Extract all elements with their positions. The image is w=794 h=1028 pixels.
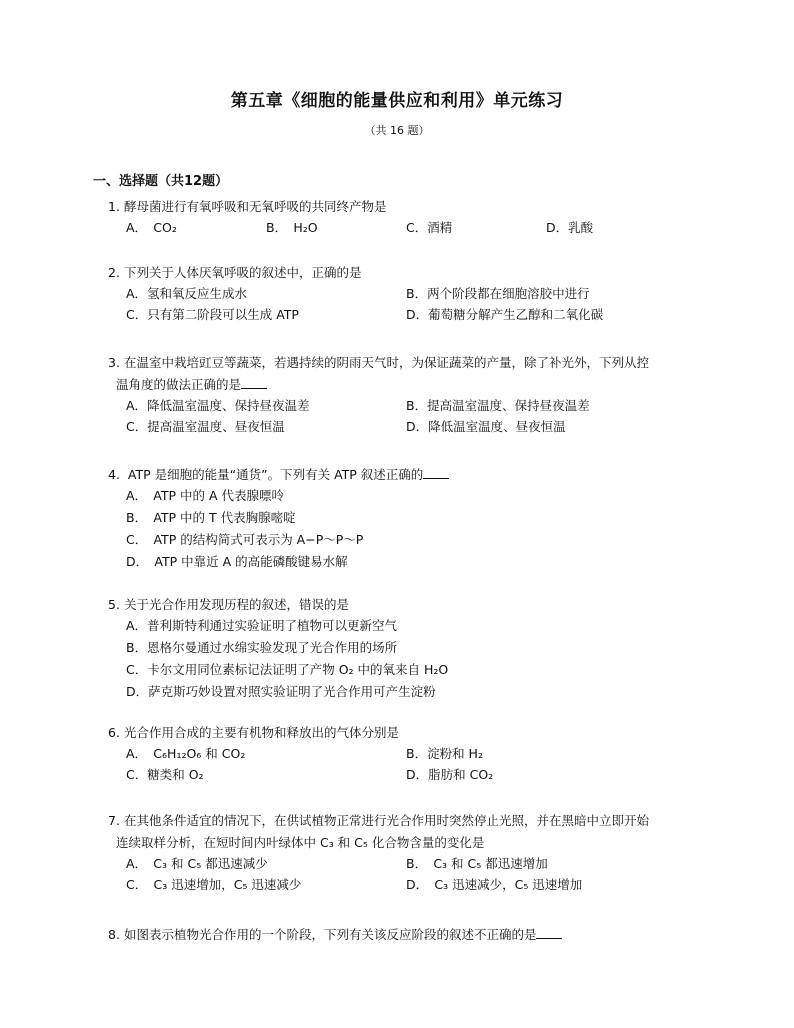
question-stem xyxy=(108,196,708,218)
option-d[interactable]: D．降低温室温度、昼夜恒温 xyxy=(406,419,566,434)
question-stem xyxy=(108,352,708,374)
question-number: 2. xyxy=(108,265,120,280)
answer-blank[interactable] xyxy=(241,376,267,389)
question-text: 在温室中栽培豇豆等蔬菜，若遇持续的阴雨天气时，为保证蔬菜的产量，除了补光外，下列从控 xyxy=(123,355,649,370)
option-b[interactable]: B．两个阶段都在细胞溶胶中进行 xyxy=(406,286,590,301)
question-stem-continued xyxy=(108,374,708,396)
option-c[interactable]: C． ATP 的结构简式可表示为 A−P～P～P xyxy=(126,532,364,547)
question-number: 8. xyxy=(108,927,120,942)
question-number: 7. xyxy=(108,813,120,828)
option-d[interactable]: D．脂肪和 CO₂ xyxy=(406,767,494,782)
question-4 xyxy=(108,464,708,574)
answer-blank[interactable] xyxy=(423,466,449,479)
question-stem xyxy=(108,594,708,616)
option-c[interactable]: C．糖类和 O₂ xyxy=(126,767,204,782)
option-c[interactable]: C．卡尔文用同位素标记法证明了产物 O₂ 中的氧来自 H₂O xyxy=(126,662,449,677)
option-d[interactable]: D．萨克斯巧妙设置对照实验证明了光合作用可产生淀粉 xyxy=(126,684,436,699)
option-b[interactable]: B． ATP 中的 T 代表胸腺嘧啶 xyxy=(126,510,296,525)
question-stem xyxy=(108,722,708,744)
question-stem xyxy=(108,464,708,486)
option-a[interactable]: A． ATP 中的 A 代表腺嘌呤 xyxy=(126,488,285,503)
question-text: 下列关于人体厌氧呼吸的叙述中，正确的是 xyxy=(123,265,362,280)
page-title: 第五章《细胞的能量供应和利用》单元练习 xyxy=(230,91,564,111)
question-text-continued: 连续取样分析，在短时间内叶绿体中 C₃ 和 C₅ 化合物含量的变化是 xyxy=(116,835,485,850)
question-text-continued: 温角度的做法正确的是 xyxy=(116,377,242,392)
option-row xyxy=(108,218,708,240)
question-text: 光合作用合成的主要有机物和释放出的气体分别是 xyxy=(123,725,399,740)
option-b[interactable]: B． C₃ 和 C₅ 都迅速增加 xyxy=(406,856,548,871)
question-stem-continued xyxy=(108,832,708,854)
question-number: 5. xyxy=(108,597,120,612)
option-b[interactable]: B． H₂O xyxy=(266,220,318,235)
option-a[interactable]: A． CO₂ xyxy=(126,220,177,235)
question-stem xyxy=(108,924,708,946)
question-text: 酵母菌进行有氧呼吸和无氧呼吸的共同终产物是 xyxy=(123,199,387,214)
answer-blank[interactable] xyxy=(536,926,562,939)
option-grid xyxy=(108,744,708,788)
question-number: 6. xyxy=(108,725,120,740)
question-stem xyxy=(108,810,708,832)
option-grid xyxy=(108,854,708,898)
option-a[interactable]: A．普利斯特利通过实验证明了植物可以更新空气 xyxy=(126,618,398,633)
section-heading: 一、选择题（共12题） xyxy=(93,174,229,189)
question-number: 3. xyxy=(108,355,120,370)
question-2 xyxy=(108,262,708,328)
page-subtitle: （共 16 题） xyxy=(364,124,430,137)
option-d[interactable]: D．葡萄糖分解产生乙醇和二氧化碳 xyxy=(406,307,604,322)
option-list xyxy=(108,486,708,574)
option-list xyxy=(108,616,708,704)
question-1 xyxy=(108,196,708,240)
question-8 xyxy=(108,924,708,946)
option-b[interactable]: B．提高温室温度、保持昼夜温差 xyxy=(406,398,590,413)
option-d[interactable]: D． C₃ 迅速减少，C₅ 迅速增加 xyxy=(406,877,583,892)
option-a[interactable]: A．氢和氧反应生成水 xyxy=(126,286,248,301)
question-6 xyxy=(108,722,708,788)
question-3 xyxy=(108,352,708,440)
question-text: 在其他条件适宜的情况下，在供试植物正常进行光合作用时突然停止光照，并在黑暗中立即开始 xyxy=(123,813,649,828)
option-grid xyxy=(108,396,708,440)
question-5 xyxy=(108,594,708,704)
option-a[interactable]: A． C₆H₁₂O₆ 和 CO₂ xyxy=(126,746,246,761)
option-c[interactable]: C．提高温室温度、昼夜恒温 xyxy=(126,419,285,434)
option-c[interactable]: C．只有第二阶段可以生成 ATP xyxy=(126,307,299,322)
question-text: 如图表示植物光合作用的一个阶段，下列有关该反应阶段的叙述不正确的是 xyxy=(123,927,537,942)
question-text: 关于光合作用发现历程的叙述，错误的是 xyxy=(123,597,349,612)
question-number: 1. xyxy=(108,199,120,214)
option-a[interactable]: A． C₃ 和 C₅ 都迅速减少 xyxy=(126,856,268,871)
option-d[interactable]: D．乳酸 xyxy=(546,220,594,235)
option-c[interactable]: C．酒精 xyxy=(406,220,453,235)
option-d[interactable]: D． ATP 中靠近 A 的高能磷酸键易水解 xyxy=(126,554,348,569)
option-a[interactable]: A．降低温室温度、保持昼夜温差 xyxy=(126,398,310,413)
option-b[interactable]: B．淀粉和 H₂ xyxy=(406,746,483,761)
option-c[interactable]: C． C₃ 迅速增加，C₅ 迅速减少 xyxy=(126,877,302,892)
question-stem xyxy=(108,262,708,284)
option-grid xyxy=(108,284,708,328)
option-b[interactable]: B．恩格尔曼通过水绵实验发现了光合作用的场所 xyxy=(126,640,398,655)
question-number: 4. xyxy=(108,467,120,482)
question-text: ATP 是细胞的能量“通货”。下列有关 ATP 叙述正确的 xyxy=(123,467,424,482)
question-7 xyxy=(108,810,708,898)
